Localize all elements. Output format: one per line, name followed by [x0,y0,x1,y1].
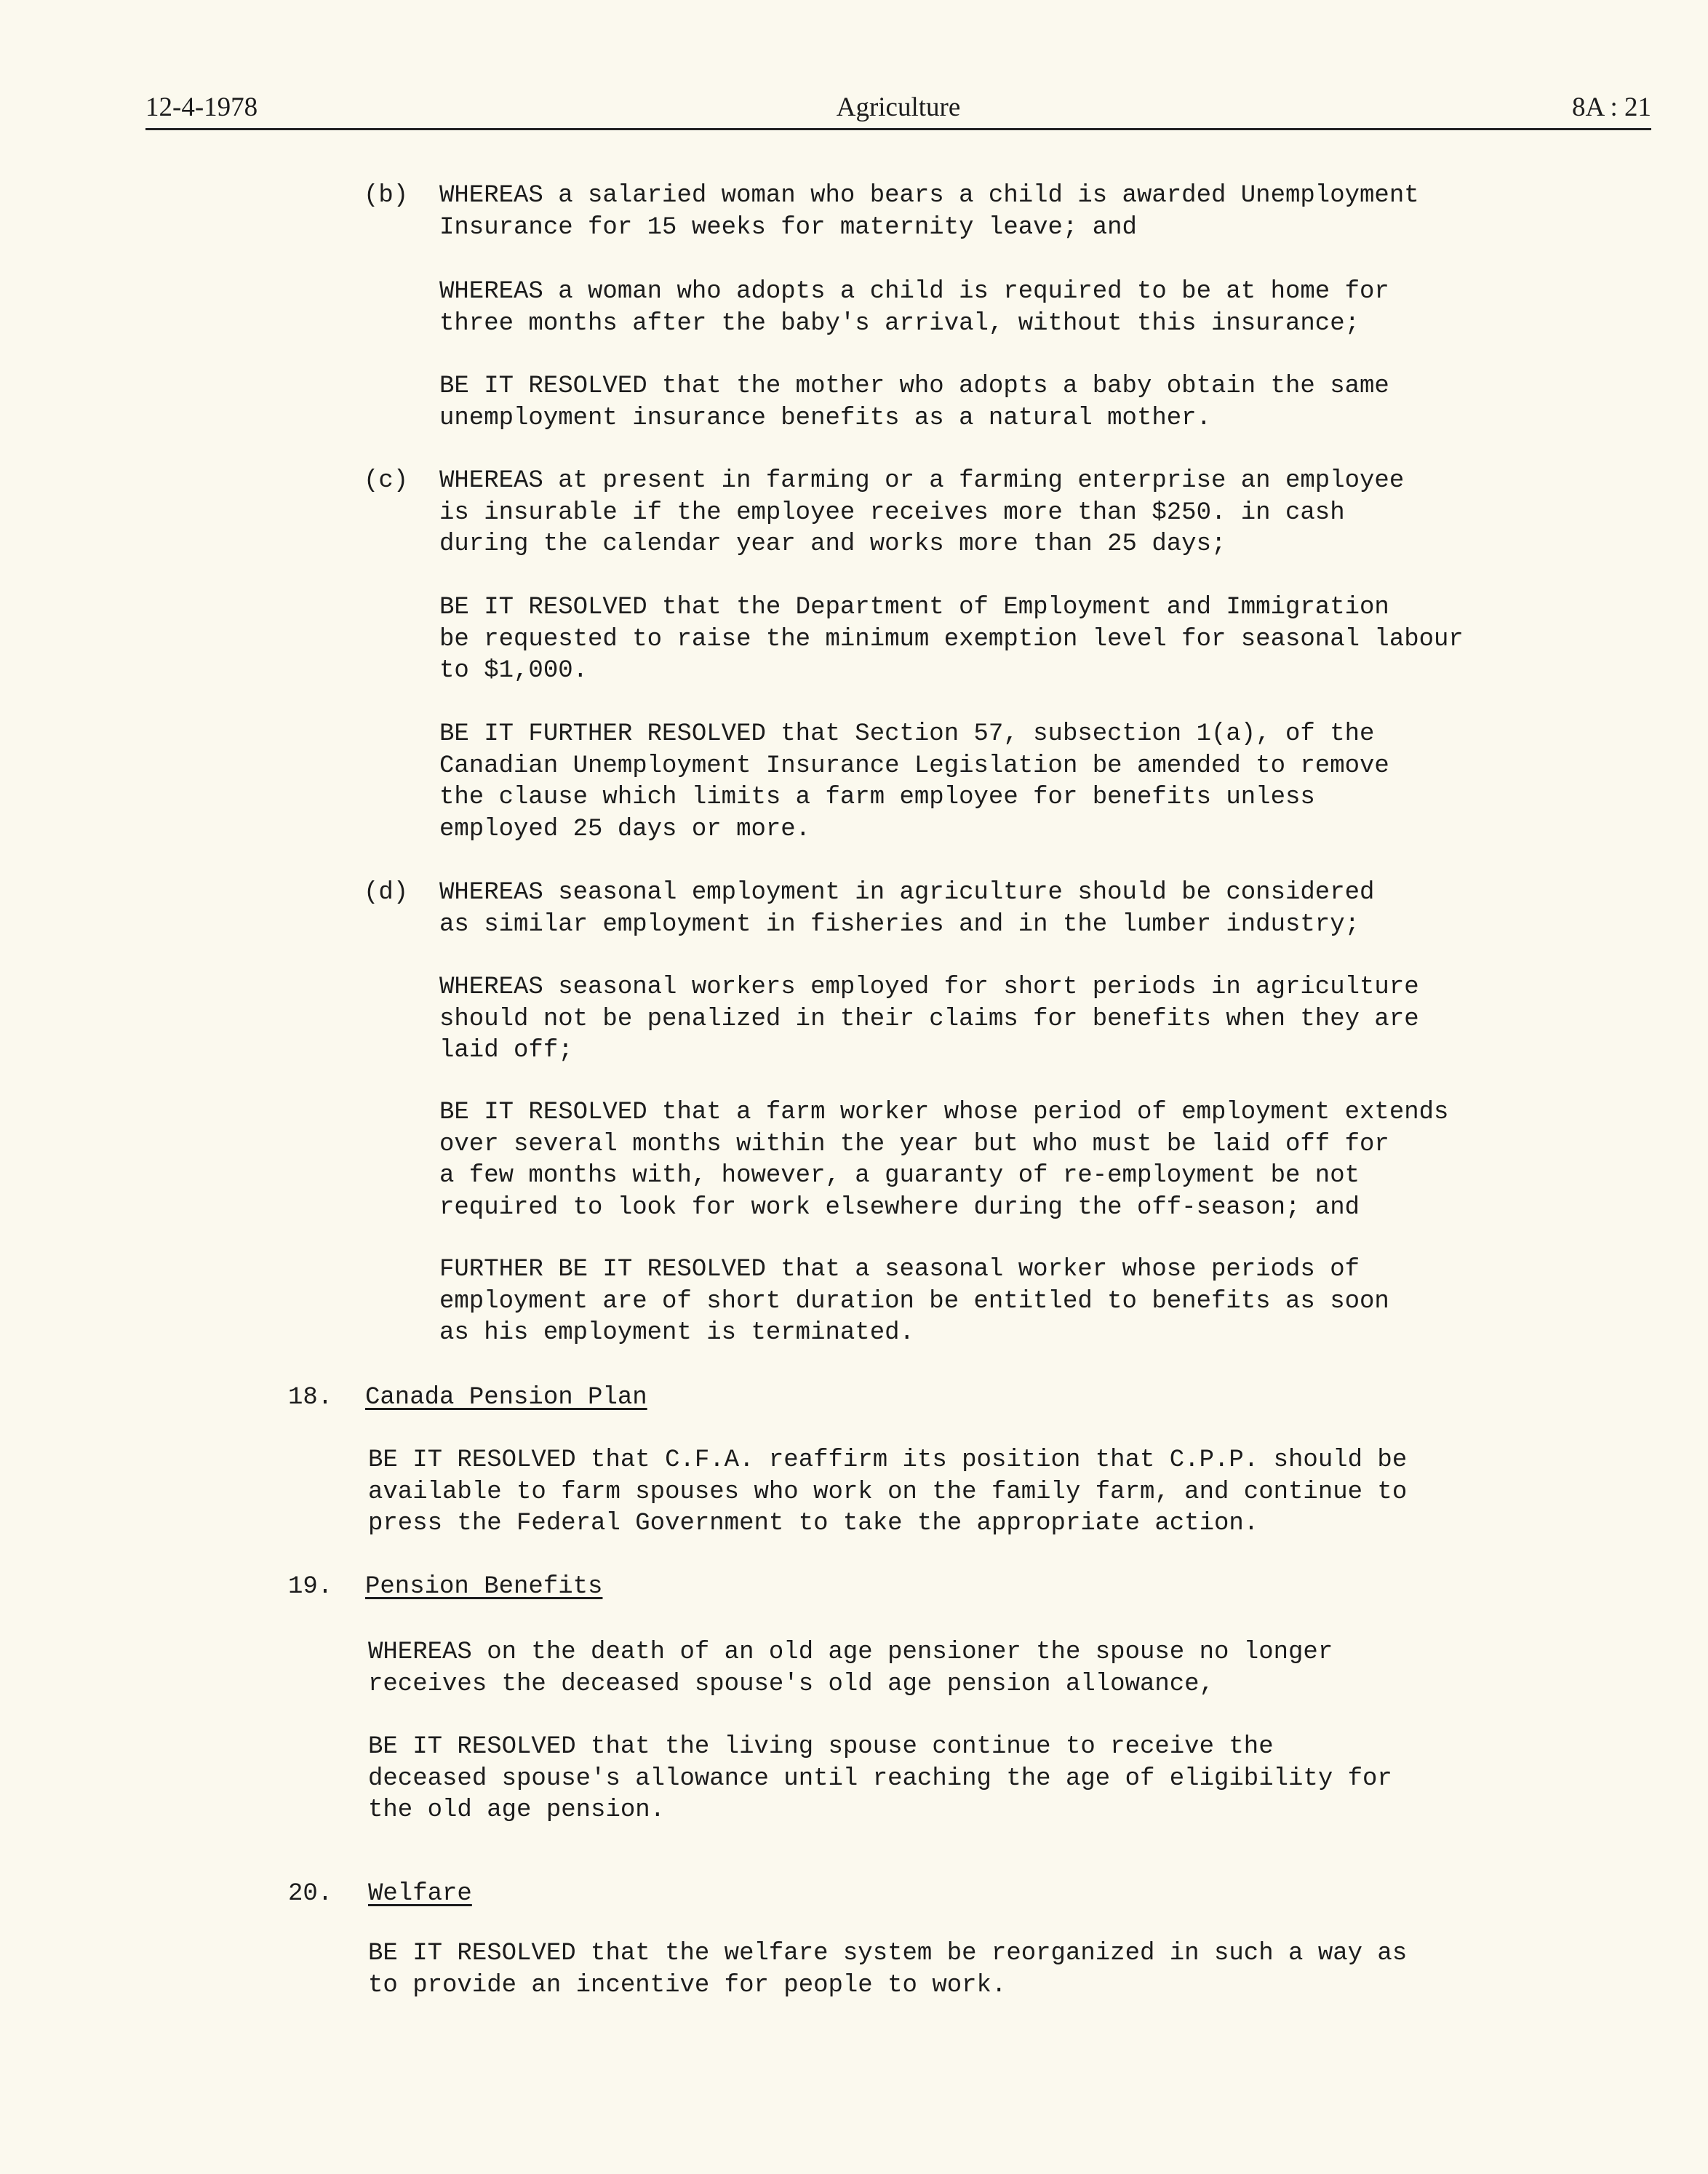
header-title: Agriculture [836,92,961,122]
item-label-d: (d) [364,879,409,907]
item-b-paragraph-2: WHEREAS a woman who adopts a child is required to be at home for three months after the baby's arrival, without this insurance; [439,278,1389,338]
section-18-number: 18. [288,1384,333,1411]
section-19-paragraph-1: WHEREAS on the death of an old age pensioner the spouse no longer receives the deceased spouse's old age pension allowance, [368,1639,1333,1698]
item-b-paragraph-1: WHEREAS a salaried woman who bears a child is awarded Unemployment Insurance for 15 weeks for maternity leave; and [439,182,1419,242]
section-18-title: Canada Pension Plan [365,1384,647,1411]
section-20-title: Welfare [368,1880,472,1908]
item-label-c: (c) [364,467,409,495]
item-d-paragraph-3: BE IT RESOLVED that a farm worker whose period of employment extends over several months within the year but who must be laid off for a few months with, however, a guaranty of re-employment be not required to look for work elsewhere during the off-season; and [439,1099,1449,1222]
section-19-number: 19. [288,1573,333,1601]
section-19-paragraph-2: BE IT RESOLVED that the living spouse continue to receive the deceased spouse's allowance until reaching the age of eligibility for the old age pension. [368,1733,1392,1824]
item-d-paragraph-4: FURTHER BE IT RESOLVED that a seasonal worker whose periods of employment are of short duration be entitled to benefits as soon as his employment is terminated. [439,1256,1389,1347]
section-19-title: Pension Benefits [365,1573,603,1601]
header-rule [145,128,1651,130]
header-page-number: 8A : 21 [1572,92,1651,122]
page-header [145,92,1651,128]
item-b-paragraph-3: BE IT RESOLVED that the mother who adopts a baby obtain the same unemployment insurance benefits as a natural mother. [439,373,1389,432]
section-20-paragraph-1: BE IT RESOLVED that the welfare system be reorganized in such a way as to provide an incentive for people to work. [368,1940,1408,1999]
section-18-paragraph-1: BE IT RESOLVED that C.F.A. reaffirm its position that C.P.P. should be available to farm spouses who work on the family farm, and continue to press the Federal Government to take the appropriate action. [368,1446,1408,1537]
item-d-paragraph-2: WHEREAS seasonal workers employed for short periods in agriculture should not be penalized in their claims for benefits when they are laid off; [439,973,1419,1064]
item-c-paragraph-2: BE IT RESOLVED that the Department of Employment and Immigration be requested to raise the minimum exemption level for seasonal labour to $1,000. [439,594,1464,685]
item-label-b: (b) [364,182,409,210]
item-c-paragraph-3: BE IT FURTHER RESOLVED that Section 57, subsection 1(a), of the Canadian Unemployment Insurance Legislation be amended to remove the clause which limits a farm employee for benefits unless employed 25 days or more. [439,720,1389,843]
header-date: 12-4-1978 [145,92,258,122]
section-20-number: 20. [288,1880,333,1908]
item-c-paragraph-1: WHEREAS at present in farming or a farming enterprise an employee is insurable if the employee receives more than $250. in cash during the calendar year and works more than 25 days; [439,467,1405,558]
item-d-paragraph-1: WHEREAS seasonal employment in agriculture should be considered as similar employment in fisheries and in the lumber industry; [439,879,1375,939]
